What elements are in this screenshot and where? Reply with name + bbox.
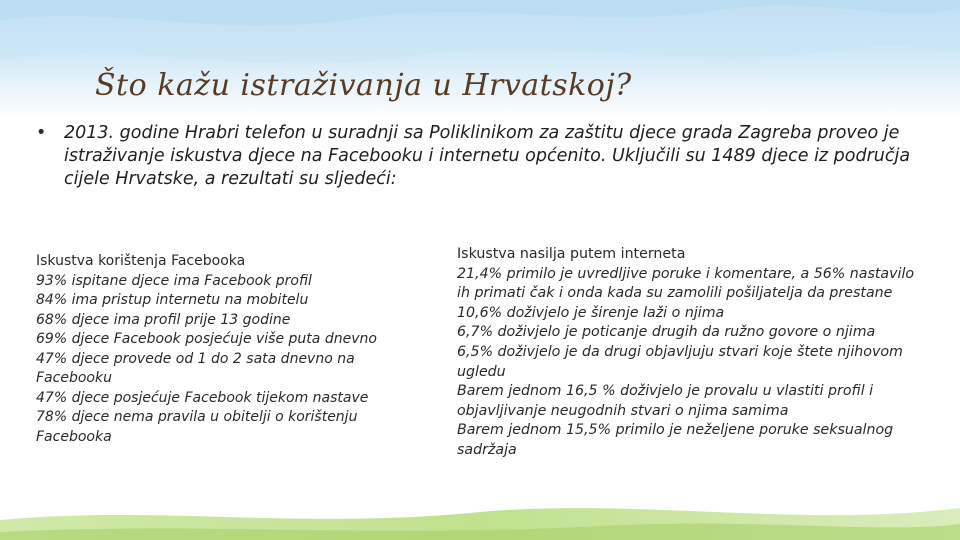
list-item: 47% djece posjećuje Facebook tijekom nastave: [36, 389, 369, 406]
list-item: Barem jednom 16,5 % doživjelo je provalu u vlastiti profil i objavljivanje neugodnih stvari o njima samima: [457, 383, 874, 419]
online-violence-column: [457, 245, 917, 461]
list-item: 6,5% doživjelo je da drugi objavljuju stvari koje štete njihovom ugledu: [457, 343, 903, 380]
list-item: 69% djece Facebook posjećuje više puta dnevno: [36, 331, 377, 347]
intro-text: 2013. godine Hrabri telefon u suradnji sa Poliklinikom za zaštitu djece grada Zagreba proveo je istraživanje iskustva djece na Facebooku i internetu općenito. Uključili su 1489 djece iz područja cijele Hrvatske, a rezultati su sljedeći:: [64, 123, 911, 189]
list-item: 10,6% doživjelo je širenje laži o njima: [457, 304, 725, 321]
list-item: Barem jednom 15,5% primilo je neželjene poruke seksualnog sadržaja: [457, 422, 894, 458]
intro-paragraph: [36, 122, 916, 191]
facebook-usage-column: [36, 252, 426, 447]
list-item: 6,7% doživjelo je poticanje drugih da ružno govore o njima: [457, 324, 876, 341]
list-item: 68% djece ima profil prije 13 godine: [36, 311, 291, 328]
bullet-point: •: [36, 123, 47, 143]
online-violence-heading: Iskustva nasilja putem interneta: [457, 246, 686, 262]
list-item: 84% ima pristup internetu na mobitelu: [36, 292, 309, 308]
list-item: 21,4% primilo je uvredljive poruke i komentare, a 56% nastavilo ih primati čak i onda kada su zamolili pošiljatelja da prestane: [457, 265, 915, 302]
list-item: 93% ispitane djece ima Facebook profil: [36, 272, 312, 289]
list-item: 47% djece provede od 1 do 2 sata dnevno na Facebooku: [36, 350, 355, 386]
facebook-usage-heading: Iskustva korištenja Facebooka: [36, 253, 246, 269]
list-item: 78% djece nema pravila u obitelji o korištenju Facebooka: [36, 409, 358, 445]
slide-title: Što kažu istraživanja u Hrvatskoj?: [95, 68, 632, 103]
